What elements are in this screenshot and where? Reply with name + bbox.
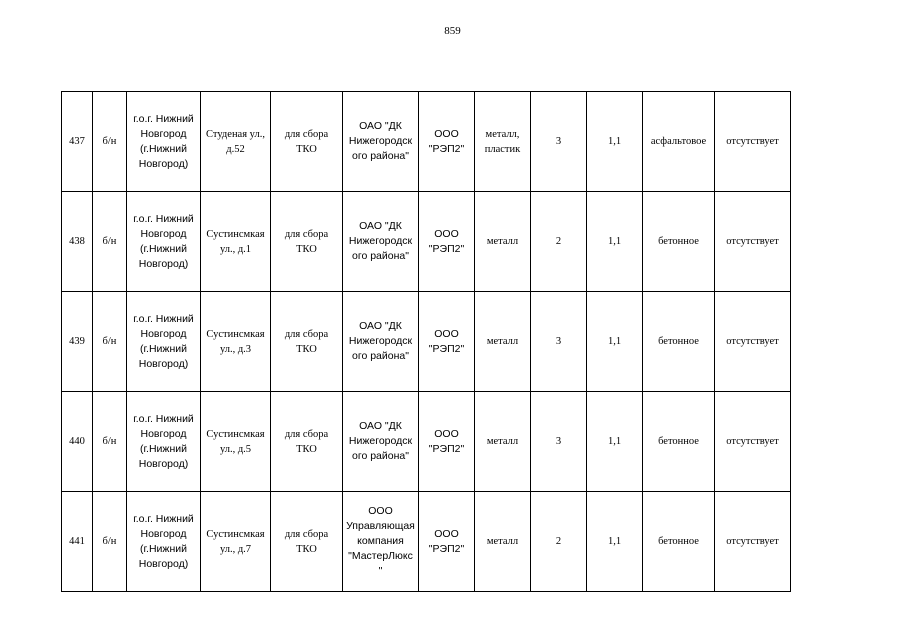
cell-municipality <box>127 192 201 292</box>
cell-line: (г.Нижний <box>140 442 187 455</box>
cell-material <box>475 92 531 192</box>
cell-house: б/н <box>93 292 127 392</box>
table-row <box>62 492 791 592</box>
cell-line: ОАО "ДК <box>359 120 402 132</box>
cell-purpose <box>271 492 343 592</box>
cell-line: ул., д.1 <box>219 243 252 255</box>
cell-line: Новгород) <box>138 157 189 170</box>
cell-line: ул., д.7 <box>219 543 252 555</box>
cell-line: ого района" <box>352 150 409 162</box>
cell-surface: бетонное <box>643 292 715 392</box>
cell-line: ОАО "ДК <box>359 220 402 232</box>
cell-count: 3 <box>531 292 587 392</box>
cell-surface: бетонное <box>643 492 715 592</box>
cell-line: г.о.г. Нижний <box>133 512 194 525</box>
cell-line: "РЭП2" <box>428 142 465 155</box>
cell-line: Студеная ул., <box>206 128 265 140</box>
cell-line: "РЭП2" <box>428 342 465 355</box>
cell-line: ОАО "ДК <box>359 320 402 332</box>
cell-line: г.о.г. Нижний <box>133 412 194 425</box>
cell-address <box>201 292 271 392</box>
cell-owner <box>343 492 419 592</box>
cell-line: г.о.г. Нижний <box>133 312 194 325</box>
cell-line: ул., д.3 <box>219 343 252 355</box>
cell-line: Новгород) <box>138 457 189 470</box>
cell-address <box>201 492 271 592</box>
cell-owner <box>343 192 419 292</box>
table-body <box>62 92 791 592</box>
table-row <box>62 192 791 292</box>
cell-purpose <box>271 192 343 292</box>
cell-num: 441 <box>62 492 93 592</box>
cell-line: металл, <box>485 128 520 140</box>
cell-line: металл <box>486 236 519 247</box>
cell-line: Нижегородск <box>348 235 413 247</box>
cell-line: металл <box>486 436 519 447</box>
cell-owner <box>343 292 419 392</box>
table-row <box>62 392 791 492</box>
cell-line: (г.Нижний <box>140 142 187 155</box>
cell-line: ООО <box>434 327 459 340</box>
cell-owner <box>343 92 419 192</box>
cell-line: ООО <box>434 427 459 440</box>
cell-line: (г.Нижний <box>140 542 187 555</box>
cell-line: Нижегородск <box>348 435 413 447</box>
cell-volume: 1,1 <box>587 192 643 292</box>
cell-line: ООО <box>434 227 459 240</box>
cell-municipality <box>127 392 201 492</box>
cell-line: "РЭП2" <box>428 242 465 255</box>
cell-line: Сустинсмкая <box>206 328 265 340</box>
cell-purpose <box>271 292 343 392</box>
page-number: 859 <box>444 25 461 37</box>
cell-line: ОАО "ДК <box>359 420 402 432</box>
cell-line: Новгород <box>140 527 187 540</box>
cell-line: Сустинсмкая <box>206 228 265 240</box>
cell-line: для сбора <box>284 128 329 140</box>
cell-line: Новгород <box>140 327 187 340</box>
cell-purpose <box>271 392 343 492</box>
cell-line: " <box>378 565 383 577</box>
cell-line: ул., д.5 <box>219 443 252 455</box>
cell-line: д.52 <box>226 143 245 155</box>
cell-owner <box>343 392 419 492</box>
cell-line: Управляющая <box>346 520 415 532</box>
cell-address <box>201 92 271 192</box>
cell-line: металл <box>486 336 519 347</box>
cell-count: 3 <box>531 392 587 492</box>
cell-house: б/н <box>93 92 127 192</box>
cell-line: Новгород <box>140 427 187 440</box>
cell-count: 2 <box>531 192 587 292</box>
cell-fence: отсутствует <box>715 192 791 292</box>
cell-fence: отсутствует <box>715 392 791 492</box>
cell-surface: асфальтовое <box>643 92 715 192</box>
cell-line: Новгород) <box>138 257 189 270</box>
cell-line: Новгород) <box>138 357 189 370</box>
cell-num: 437 <box>62 92 93 192</box>
cell-line: Сустинсмкая <box>206 528 265 540</box>
cell-line: для сбора <box>284 228 329 240</box>
cell-line: ого района" <box>352 450 409 462</box>
cell-line: ООО <box>434 527 459 540</box>
cell-line: ТКО <box>296 443 317 455</box>
cell-num: 439 <box>62 292 93 392</box>
cell-operator <box>419 92 475 192</box>
cell-line: "МастерЛюкс <box>348 550 413 562</box>
cell-line: ТКО <box>296 543 317 555</box>
cell-volume: 1,1 <box>587 292 643 392</box>
cell-line: Нижегородск <box>348 335 413 347</box>
cell-line: ООО <box>368 505 393 517</box>
cell-material <box>475 292 531 392</box>
cell-line: металл <box>486 536 519 547</box>
table-row <box>62 292 791 392</box>
cell-line: Новгород <box>140 127 187 140</box>
cell-line: Нижегородск <box>348 135 413 147</box>
cell-volume: 1,1 <box>587 392 643 492</box>
table-row <box>62 92 791 192</box>
cell-line: пластик <box>484 143 521 155</box>
cell-house: б/н <box>93 392 127 492</box>
cell-fence: отсутствует <box>715 292 791 392</box>
cell-line: для сбора <box>284 528 329 540</box>
cell-line: "РЭП2" <box>428 442 465 455</box>
cell-material <box>475 492 531 592</box>
cell-surface: бетонное <box>643 192 715 292</box>
cell-line: г.о.г. Нижний <box>133 112 194 125</box>
cell-line: для сбора <box>284 428 329 440</box>
cell-num: 438 <box>62 192 93 292</box>
cell-volume: 1,1 <box>587 92 643 192</box>
cell-house: б/н <box>93 492 127 592</box>
cell-volume: 1,1 <box>587 492 643 592</box>
cell-municipality <box>127 492 201 592</box>
cell-address <box>201 192 271 292</box>
cell-material <box>475 392 531 492</box>
cell-line: Новгород) <box>138 557 189 570</box>
cell-line: Новгород <box>140 227 187 240</box>
cell-line: ТКО <box>296 343 317 355</box>
cell-operator <box>419 492 475 592</box>
cell-fence: отсутствует <box>715 492 791 592</box>
cell-line: Сустинсмкая <box>206 428 265 440</box>
cell-municipality <box>127 292 201 392</box>
cell-count: 2 <box>531 492 587 592</box>
cell-line: ООО <box>434 127 459 140</box>
cell-line: ТКО <box>296 143 317 155</box>
cell-operator <box>419 192 475 292</box>
cell-count: 3 <box>531 92 587 192</box>
cell-line: "РЭП2" <box>428 542 465 555</box>
cell-line: компания <box>357 535 404 547</box>
cell-line: ого района" <box>352 250 409 262</box>
cell-line: (г.Нижний <box>140 242 187 255</box>
cell-material <box>475 192 531 292</box>
cell-operator <box>419 392 475 492</box>
cell-operator <box>419 292 475 392</box>
cell-address <box>201 392 271 492</box>
cell-municipality <box>127 92 201 192</box>
cell-line: (г.Нижний <box>140 342 187 355</box>
cell-surface: бетонное <box>643 392 715 492</box>
cell-line: ТКО <box>296 243 317 255</box>
cell-line: для сбора <box>284 328 329 340</box>
cell-purpose <box>271 92 343 192</box>
cell-fence: отсутствует <box>715 92 791 192</box>
cell-house: б/н <box>93 192 127 292</box>
cell-line: г.о.г. Нижний <box>133 212 194 225</box>
cell-num: 440 <box>62 392 93 492</box>
cell-line: ого района" <box>352 350 409 362</box>
waste-sites-table <box>61 91 791 592</box>
